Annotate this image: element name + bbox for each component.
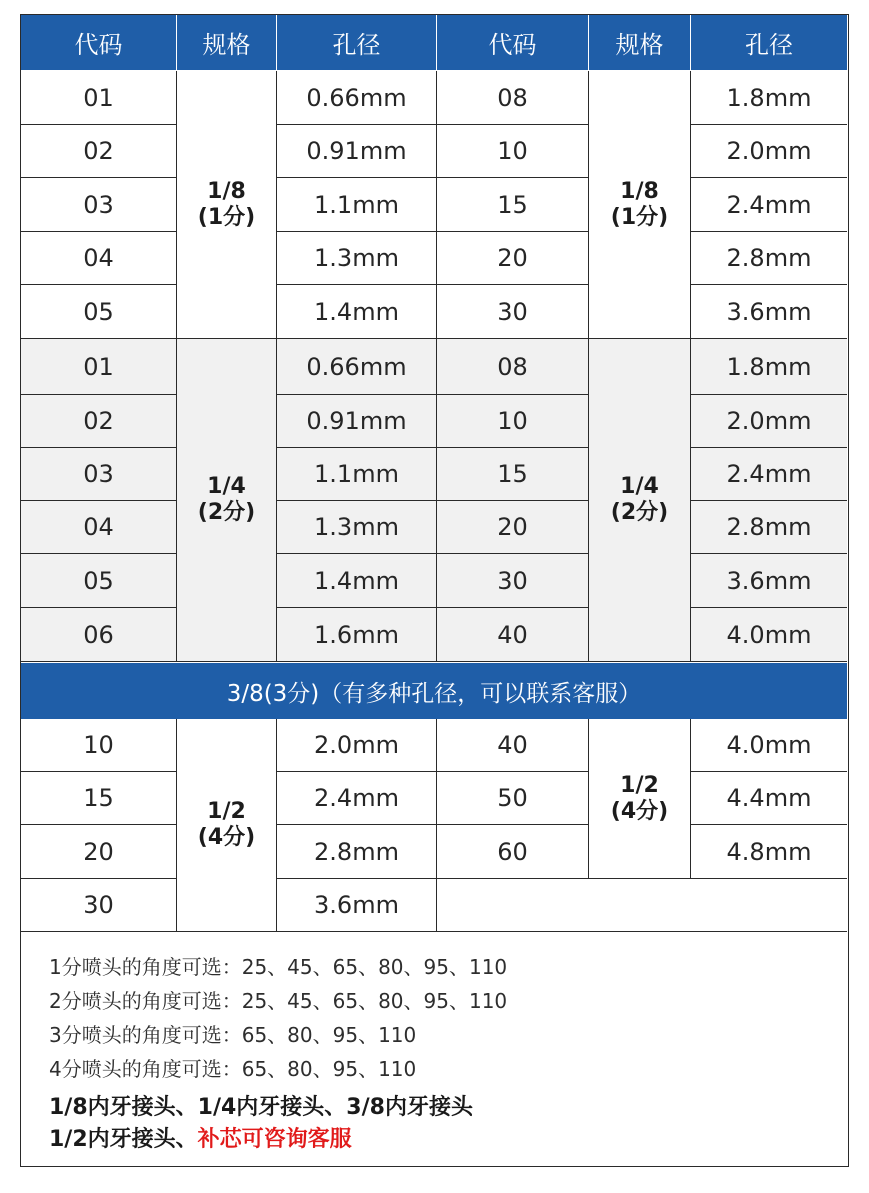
code-cell: 06 <box>21 608 177 662</box>
code-cell: 40 <box>437 608 589 662</box>
spec-cell <box>177 339 277 662</box>
spec-label: 1/2 <box>620 772 659 798</box>
spec-label: 1/8 <box>207 178 246 204</box>
hole-cell: 4.0mm <box>691 608 847 662</box>
code-cell: 15 <box>21 772 177 825</box>
code-cell: 15 <box>437 448 589 501</box>
hole-cell: 1.4mm <box>277 554 437 608</box>
hole-cell: 1.8mm <box>691 339 847 395</box>
hole-cell: 0.66mm <box>277 71 437 125</box>
code-cell: 04 <box>21 501 177 554</box>
hole-cell: 2.0mm <box>691 395 847 448</box>
hole-cell: 4.8mm <box>691 825 847 879</box>
code-cell: 20 <box>437 501 589 554</box>
code-cell: 30 <box>437 285 589 339</box>
section-band-3-8: 3/8(3分)（有多种孔径，可以联系客服） <box>21 663 847 719</box>
code-cell: 08 <box>437 339 589 395</box>
header-cell: 孔径 <box>277 15 437 71</box>
code-cell: 15 <box>437 178 589 232</box>
header-cell: 孔径 <box>691 15 847 71</box>
header-cell: 规格 <box>177 15 277 71</box>
hole-cell: 1.6mm <box>277 608 437 662</box>
spec-cell <box>589 339 691 662</box>
hole-cell: 2.8mm <box>277 825 437 879</box>
hole-cell: 2.4mm <box>691 178 847 232</box>
spec-cell <box>177 719 277 932</box>
hole-cell: 4.0mm <box>691 719 847 772</box>
code-cell: 04 <box>21 232 177 285</box>
code-cell: 50 <box>437 772 589 825</box>
hole-cell: 0.66mm <box>277 339 437 395</box>
hole-cell: 1.1mm <box>277 178 437 232</box>
hole-cell: 3.6mm <box>691 285 847 339</box>
code-cell: 03 <box>21 448 177 501</box>
footer-line-2 <box>49 1124 829 1156</box>
note-line: 1分喷头的角度可选：25、45、65、80、95、110 <box>49 955 508 979</box>
hole-cell: 2.0mm <box>691 125 847 178</box>
hole-cell: 2.8mm <box>691 501 847 554</box>
footer-line-2-highlight: 补芯可咨询客服 <box>197 1127 352 1152</box>
hole-cell: 2.0mm <box>277 719 437 772</box>
spec-label: 1/4 <box>207 474 246 499</box>
hole-cell: 3.6mm <box>277 879 437 932</box>
code-cell: 30 <box>21 879 177 932</box>
hole-cell: 1.3mm <box>277 232 437 285</box>
footer-line-1: 1/8内牙接头、1/4内牙接头、3/8内牙接头 <box>49 1095 473 1120</box>
code-cell: 01 <box>21 71 177 125</box>
header-cell: 代码 <box>437 15 589 71</box>
spec-label: (2分) <box>610 500 669 525</box>
spec-label: (2分) <box>197 500 256 525</box>
code-cell: 40 <box>437 719 589 772</box>
code-cell: 08 <box>437 71 589 125</box>
spec-cell <box>589 71 691 339</box>
hole-cell: 4.4mm <box>691 772 847 825</box>
code-cell: 02 <box>21 395 177 448</box>
hole-cell: 2.4mm <box>277 772 437 825</box>
hole-cell: 1.1mm <box>277 448 437 501</box>
hole-cell: 0.91mm <box>277 395 437 448</box>
code-cell: 02 <box>21 125 177 178</box>
code-cell: 60 <box>437 825 589 879</box>
hole-cell: 2.8mm <box>691 232 847 285</box>
spec-label: (4分) <box>610 798 669 824</box>
note-line: 4分喷头的角度可选：65、80、95、110 <box>49 1057 417 1081</box>
code-cell: 03 <box>21 178 177 232</box>
code-cell: 10 <box>437 395 589 448</box>
hole-cell: 1.8mm <box>691 71 847 125</box>
hole-cell: 2.4mm <box>691 448 847 501</box>
note-line: 3分喷头的角度可选：65、80、95、110 <box>49 1023 417 1047</box>
spec-label: 1/8 <box>620 178 659 204</box>
code-cell: 05 <box>21 285 177 339</box>
spec-cell <box>589 719 691 879</box>
code-cell: 10 <box>21 719 177 772</box>
spec-cell <box>177 71 277 339</box>
hole-cell: 3.6mm <box>691 554 847 608</box>
spec-label: 1/2 <box>207 799 246 824</box>
spec-table-frame <box>20 14 849 1167</box>
hole-cell: 0.91mm <box>277 125 437 178</box>
footer-line-2-prefix: 1/2内牙接头、 <box>49 1127 198 1152</box>
spec-label: (4分) <box>197 825 256 850</box>
code-cell: 30 <box>437 554 589 608</box>
notes-section <box>49 950 829 1156</box>
code-cell: 05 <box>21 554 177 608</box>
header-cell: 代码 <box>21 15 177 71</box>
hole-cell: 1.4mm <box>277 285 437 339</box>
spec-label: (1分) <box>610 204 669 230</box>
code-cell: 20 <box>437 232 589 285</box>
note-line: 2分喷头的角度可选：25、45、65、80、95、110 <box>49 989 508 1013</box>
spec-label: 1/4 <box>620 474 659 499</box>
empty-cell <box>437 879 847 932</box>
spec-label: (1分) <box>197 204 256 230</box>
code-cell: 20 <box>21 825 177 879</box>
hole-cell: 1.3mm <box>277 501 437 554</box>
code-cell: 10 <box>437 125 589 178</box>
header-cell: 规格 <box>589 15 691 71</box>
code-cell: 01 <box>21 339 177 395</box>
